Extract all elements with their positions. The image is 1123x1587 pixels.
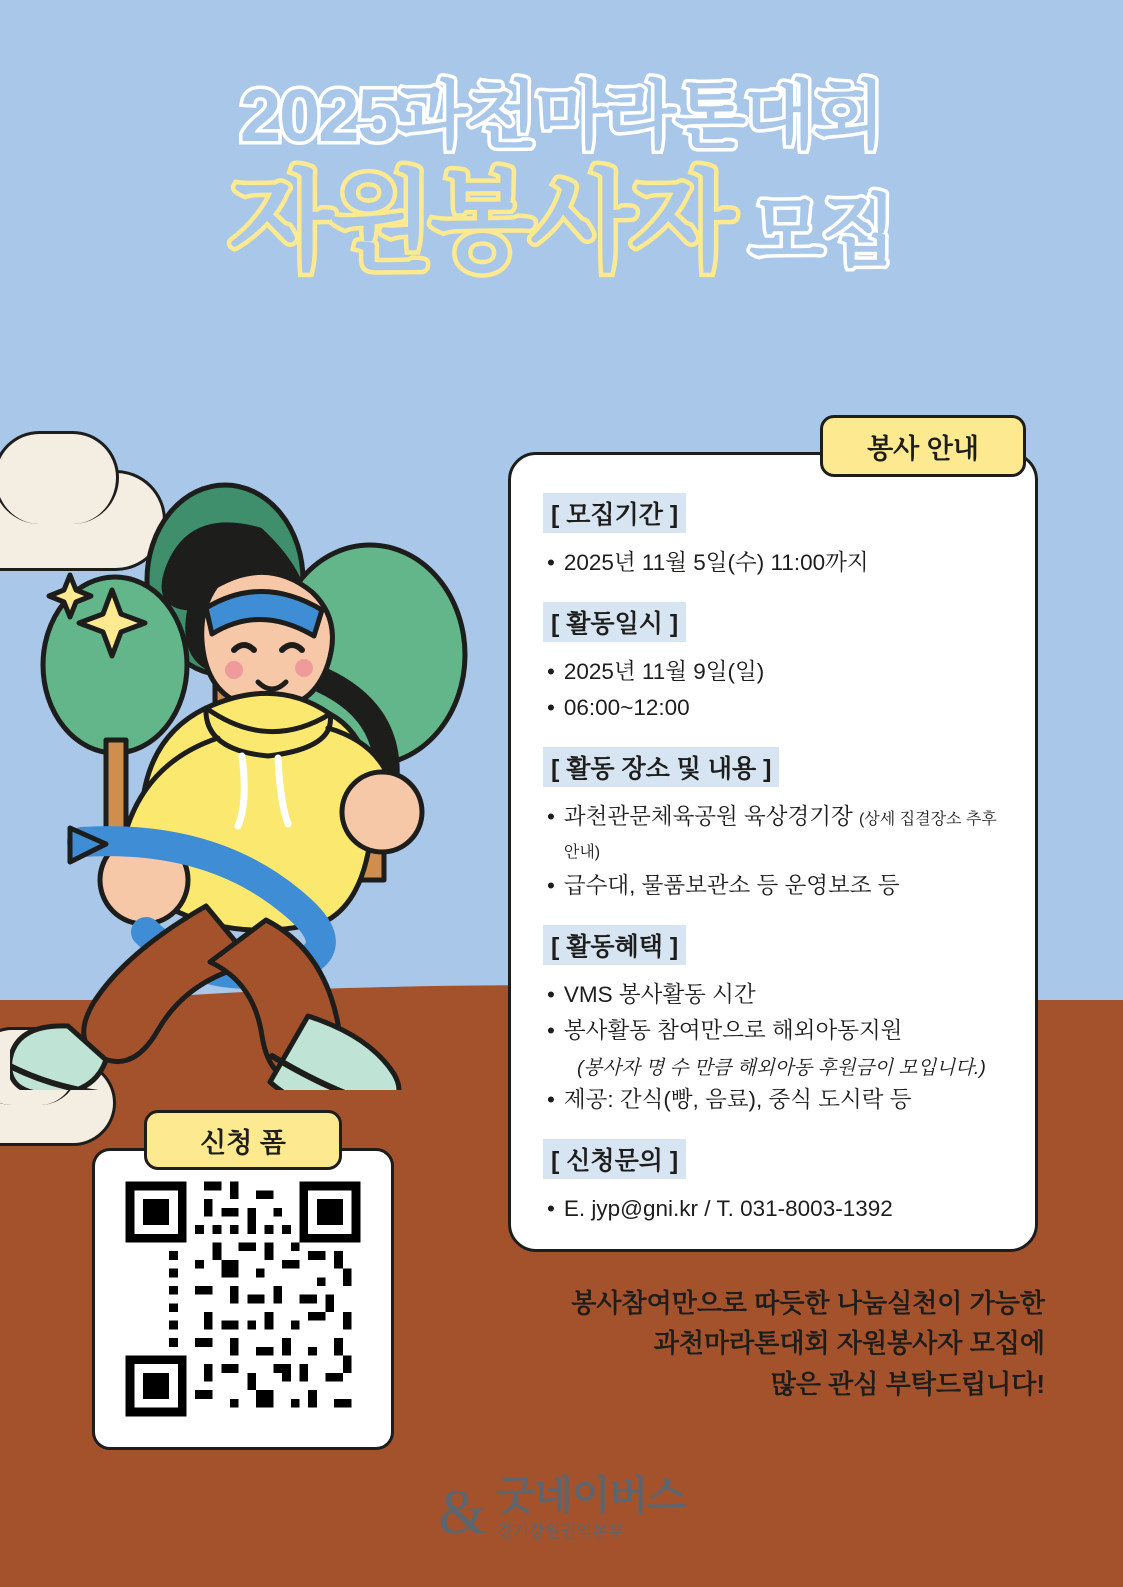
list-item-text bbox=[564, 801, 1005, 866]
info-card bbox=[508, 452, 1038, 1252]
section-heading: [ 활동 장소 및 내용 ] bbox=[543, 747, 779, 787]
bullet-icon: • bbox=[547, 803, 555, 829]
status-badge: 봉사 안내 bbox=[820, 415, 1026, 477]
bullet-icon: • bbox=[547, 550, 555, 575]
list-item bbox=[547, 1193, 1005, 1226]
place-name: 과천관문체육공원 육상경기장 bbox=[563, 803, 853, 829]
list-item bbox=[547, 692, 1005, 725]
list-item bbox=[547, 870, 1005, 903]
closing-line-1: 봉사참여만으로 따듯한 나눔실천이 가능한 bbox=[571, 1288, 1045, 1318]
list-item bbox=[547, 656, 1005, 689]
section-activity-datetime bbox=[541, 602, 1005, 725]
list-item bbox=[547, 547, 1005, 580]
ampersand-icon: & bbox=[438, 1478, 487, 1547]
section-heading: [ 활동혜택 ] bbox=[543, 925, 686, 965]
bullet-icon: • bbox=[547, 658, 555, 684]
closing-line-3: 많은 관심 부탁드립니다! bbox=[770, 1368, 1045, 1399]
list-item-text: 2025년 11월 9일(일) bbox=[563, 658, 765, 684]
section-heading: [ 활동일시 ] bbox=[543, 602, 686, 642]
section-contact bbox=[541, 1139, 1005, 1226]
section-recruit-period bbox=[541, 493, 1005, 580]
list-item bbox=[547, 1015, 1005, 1048]
list-item bbox=[547, 801, 1005, 866]
list-item-text: 2025년 11월 5일(수) 11:00까지 bbox=[563, 550, 869, 575]
qr-code[interactable] bbox=[92, 1148, 394, 1450]
bullet-icon: • bbox=[547, 1018, 555, 1044]
section-benefits bbox=[541, 925, 1005, 1117]
list-item-text: 봉사활동 참여만으로 해외아동지원 bbox=[563, 1018, 903, 1044]
list-item-text: VMS 봉사활동 시간 bbox=[563, 981, 756, 1007]
bullet-icon: • bbox=[547, 1087, 555, 1112]
list-item-text: 급수대, 물품보관소 등 운영보조 등 bbox=[563, 873, 900, 899]
title-line-2: 자원봉사자 bbox=[229, 160, 731, 282]
apply-form-badge: 신청 폼 bbox=[144, 1110, 342, 1170]
section-heading: [ 신청문의 ] bbox=[543, 1139, 686, 1179]
list-item bbox=[547, 979, 1005, 1012]
poster-title bbox=[0, 74, 1123, 282]
bullet-icon: • bbox=[547, 873, 555, 899]
qr-code-icon bbox=[117, 1173, 369, 1425]
bullet-icon: • bbox=[547, 981, 555, 1007]
section-place-and-content bbox=[541, 747, 1005, 903]
contact-text: E. jyp@gni.kr / T. 031-8003-1392 bbox=[563, 1195, 893, 1221]
closing-line-2: 과천마라톤대회 자원봉사자 모집에 bbox=[653, 1328, 1045, 1359]
runner-illustration bbox=[10, 470, 530, 1090]
logo-subtitle: 경기강원권역본부 bbox=[496, 1522, 624, 1541]
list-item bbox=[547, 1084, 1005, 1117]
title-line-1: 2025과천마라톤대회 bbox=[239, 74, 883, 157]
logo-name: 굿네이버스 bbox=[496, 1474, 685, 1518]
bullet-icon: • bbox=[547, 695, 555, 721]
section-heading: [ 모집기간 ] bbox=[543, 493, 686, 533]
list-item-text: 06:00~12:00 bbox=[563, 695, 690, 721]
closing-message bbox=[525, 1283, 1045, 1404]
organization-logo bbox=[0, 1474, 1123, 1547]
benefit-note: (봉사자 명 수 만큼 해외아동 후원금이 모입니다.) bbox=[577, 1057, 986, 1079]
title-line-3: 모집 bbox=[748, 186, 894, 275]
list-item-text: 제공: 간식(빵, 음료), 중식 도시락 등 bbox=[563, 1087, 912, 1112]
place-note: (상세 집결장소 추후안내) bbox=[563, 810, 997, 861]
bullet-icon: • bbox=[547, 1195, 555, 1221]
